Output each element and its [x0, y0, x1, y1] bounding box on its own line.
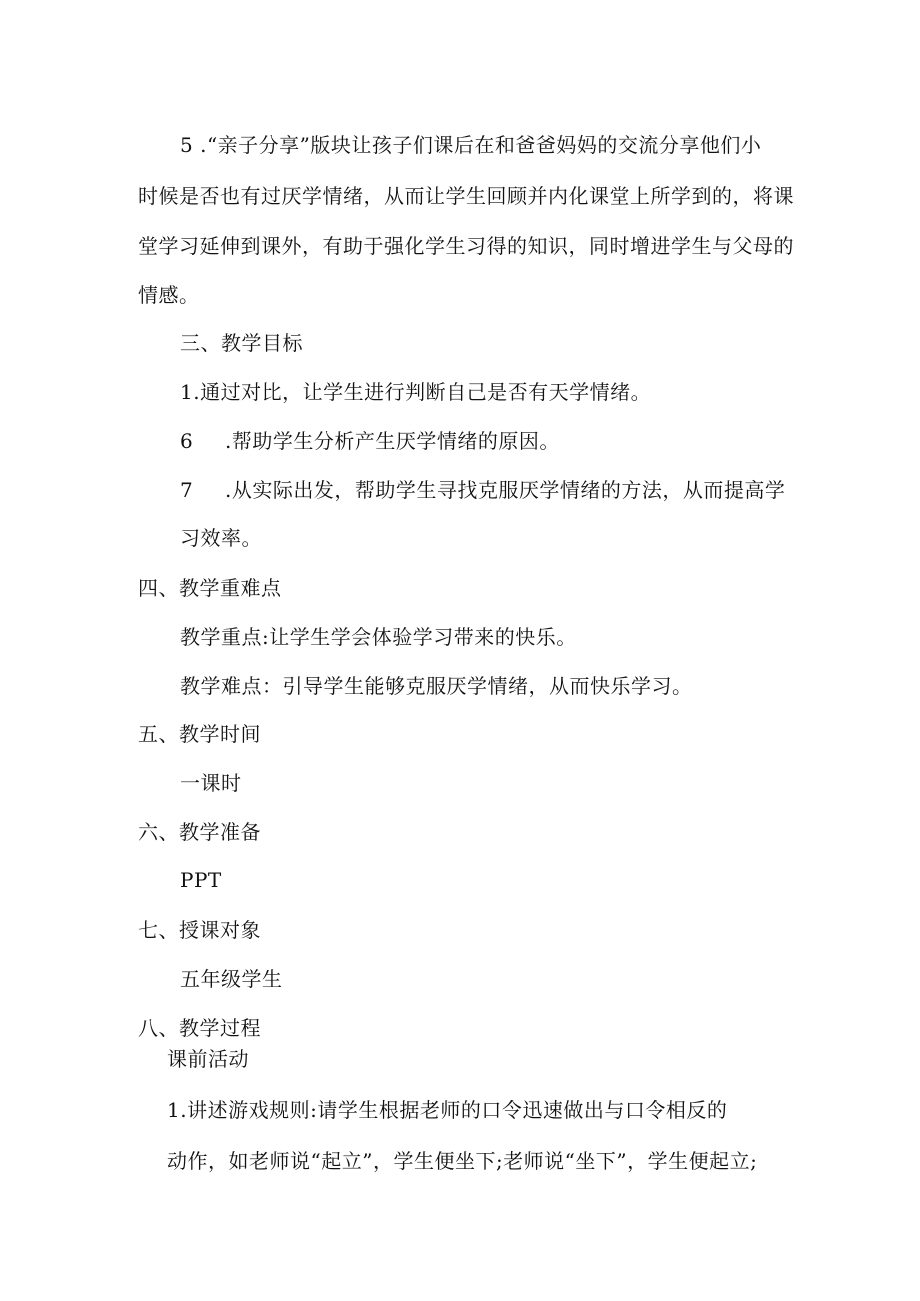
section-5-value: 一课时 [180, 771, 242, 795]
section-3-item-3-number: 7 [180, 478, 194, 502]
section-5-heading: 五、教学时间 [138, 722, 261, 746]
section-3-item-3 [180, 476, 785, 504]
section-8-subheading: 课前活动 [167, 1047, 249, 1071]
section-6-heading: 六、教学准备 [138, 820, 261, 844]
section-4-heading: 四、教学重难点 [138, 576, 282, 600]
section-4-difficulty: 教学难点：引导学生能够克服厌学情绪，从而快乐学习。 [180, 674, 693, 698]
section-4-key-point: 教学重点:让学生学会体验学习带来的快乐。 [180, 625, 577, 649]
paragraph-5-line-3: 堂学习延伸到课外，有助于强化学生习得的知识，同时增进学生与父母的 [138, 234, 794, 258]
section-3-item-2-number: 6 [180, 429, 194, 453]
section-8-item-1: 1.讲述游戏规则:请学生根据老师的口令迅速做出与口令相反的 [167, 1098, 728, 1122]
section-3-item-3-text: .从实际出发，帮助学生寻找克服厌学情绪的方法，从而提高学 [225, 478, 786, 502]
paragraph-5-line-4: 情感。 [138, 283, 200, 307]
section-6-value: PPT [180, 868, 222, 892]
section-7-value: 五年级学生 [180, 967, 283, 991]
section-3-item-1: 1.通过对比，让学生进行判断自己是否有天学情绪。 [180, 380, 652, 404]
section-8-heading: 八、教学过程 [138, 1016, 261, 1040]
section-3-item-2-text: .帮助学生分析产生厌学情绪的原因。 [225, 429, 560, 453]
section-3-item-3-continuation: 习效率。 [180, 526, 262, 550]
paragraph-5-line-1: 5 .“亲子分享”版块让孩子们课后在和爸爸妈妈的交流分享他们小 [180, 133, 762, 157]
section-8-item-1-continuation: 动作，如老师说“起立”，学生便坐下;老师说“坐下”，学生便起立; [167, 1149, 758, 1173]
section-3-item-2 [180, 427, 560, 455]
paragraph-5-line-2: 时候是否也有过厌学情绪，从而让学生回顾并内化课堂上所学到的，将课 [138, 184, 794, 208]
section-3-heading: 三、教学目标 [180, 331, 303, 355]
section-7-heading: 七、授课对象 [138, 918, 261, 942]
